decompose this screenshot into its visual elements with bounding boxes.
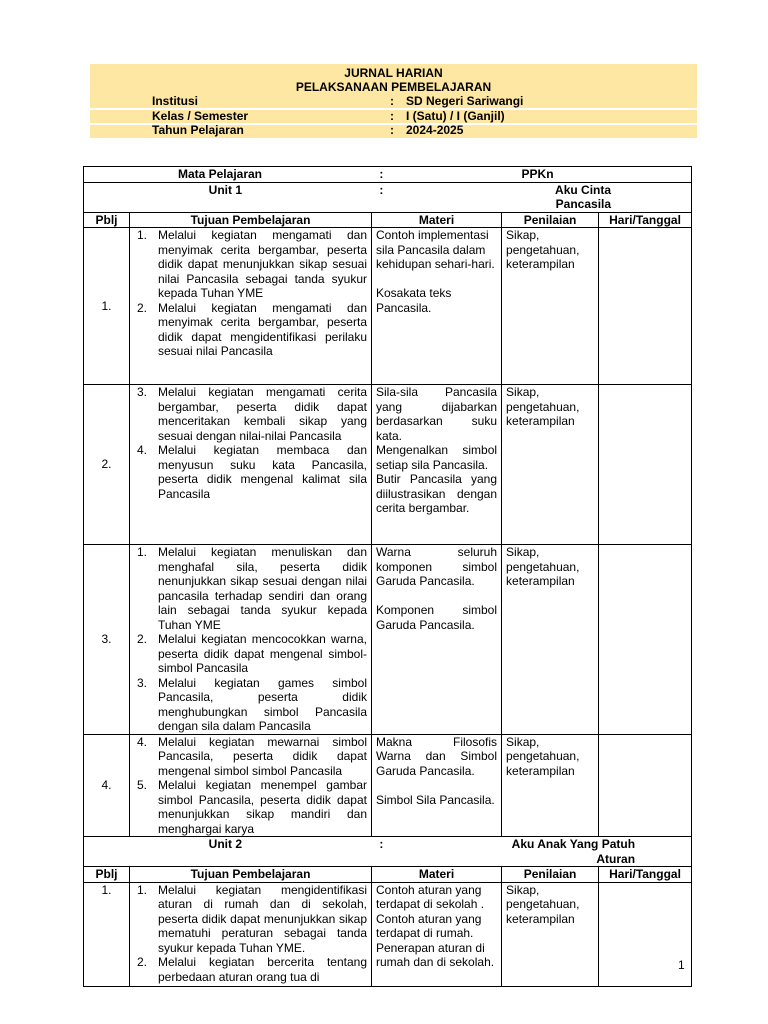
tahun-label: Tahun Pelajaran [152, 123, 244, 137]
materi-line: Contoh aturan yang terdapat di rumah. [376, 911, 482, 940]
item-number: 4. [137, 443, 148, 457]
tujuan-item [134, 443, 367, 501]
pblj-number: 4. [84, 734, 130, 837]
journal-table [83, 166, 692, 987]
item-text: Melalui kegiatan mengamati dan menyimak cerita bergambar, peserta didik dapat menunjukkan sikap sesuai nilai Pancasila sebagai tanda syukur kepada Tuhan YME [158, 228, 367, 300]
col-hari: Hari/Tanggal [599, 867, 692, 883]
penilaian-cell: Sikap, pengetahuan, keterampilan [502, 228, 599, 385]
item-text: Melalui kegiatan menuliskan dan menghafal sila, peserta didik nenunjukkan sikap sesuai dengan nilai pancasila terhadap sendiri dan orang lain sebagai tanda syukur kepada Tuhan YME [158, 545, 367, 632]
pblj-number: 3. [84, 545, 130, 735]
materi-line [376, 272, 497, 287]
materi-line: Butir Pancasila yang diilustrasikan dengan cerita bergambar. [376, 472, 498, 515]
col-materi: Materi [372, 867, 502, 883]
materi-cell [372, 385, 502, 545]
tujuan-cell [130, 228, 372, 385]
unit-row [84, 182, 692, 212]
materi-line: Contoh implementasi sila Pancasila dalam kehidupan sehari-hari. [376, 228, 495, 271]
tujuan-cell [130, 882, 372, 986]
journal-title: JURNAL HARIAN [344, 66, 443, 80]
pblj-number: 2. [84, 385, 130, 545]
pblj-number: 1. [84, 228, 130, 385]
tujuan-item [134, 883, 367, 956]
document-header [90, 64, 697, 138]
tujuan-cell [130, 545, 372, 735]
institusi-value: SD Negeri Sariwangi [406, 94, 524, 108]
materi-cell [372, 882, 502, 986]
col-pblj: Pblj [84, 867, 130, 883]
materi-line: Mengenalkan simbol setiap sila Pancasila. [376, 443, 498, 472]
item-text: Melalui kegiatan mengamati dan menyimak cerita bergambar, peserta didik dapat mengidentifikasi perilaku sesuai nilai Pancasila [158, 300, 367, 358]
kelas-label: Kelas / Semester [152, 109, 249, 123]
subject-label: Mata Pelajaran [177, 167, 262, 181]
materi-cell [372, 228, 502, 385]
materi-line: Komponen simbol Garuda Pancasila. [376, 603, 498, 632]
item-number: 3. [137, 385, 148, 399]
materi-line: Makna Filosofis Warna dan Simbol Garuda Pancasila. [376, 734, 498, 778]
item-text: Melalui kegiatan mencocokkan warna, peserta didik dapat mengenal simbol-simbol Pancasila [158, 632, 367, 675]
unit-colon: : [379, 837, 384, 851]
materi-line: Penerapan aturan di rumah dan di sekolah. [376, 940, 495, 969]
hari-cell [599, 385, 692, 545]
hari-cell [599, 734, 692, 837]
unit-label: Unit 1 [208, 182, 242, 197]
tujuan-item [134, 545, 367, 632]
materi-line: Simbol Sila Pancasila. [376, 792, 495, 807]
tujuan-item [134, 676, 367, 734]
tujuan-item [134, 301, 367, 359]
col-tujuan: Tujuan Pembelajaran [130, 212, 372, 228]
unit-title: Aku Cinta Pancasila [502, 182, 692, 212]
table-row [84, 545, 692, 735]
item-text: Melalui kegiatan menempel gambar simbol Pancasila, peserta didik dapat menunjukkan sikap mandiri dan menghargai karya [158, 778, 367, 836]
table-row [84, 734, 692, 837]
table-row [84, 228, 692, 385]
tahun-value: 2024-2025 [406, 123, 464, 137]
penilaian-cell: Sikap, pengetahuan, keterampilan [502, 545, 599, 735]
journal-subtitle: PELAKSANAAN PEMBELAJARAN [295, 80, 492, 94]
materi-cell [372, 734, 502, 837]
unit-title: Aku Anak Yang Patuh Aturan [502, 837, 692, 867]
hari-cell [599, 545, 692, 735]
tujuan-item [134, 228, 367, 301]
table-row [84, 882, 692, 986]
item-number: 2. [137, 955, 148, 969]
item-text: Melalui kegiatan games simbol Pancasila, peserta didik menghubungkan simbol Pancasila dengan sila dalam Pancasila [158, 675, 367, 733]
unit-label: Unit 2 [208, 837, 242, 851]
unit-colon: : [379, 182, 384, 197]
col-penilaian: Penilaian [502, 212, 599, 228]
kelas-value: I (Satu) / I (Ganjil) [406, 109, 505, 123]
tujuan-item [134, 778, 367, 836]
materi-line: Contoh aturan yang terdapat di sekolah . [376, 882, 485, 911]
subject-value: PPKn [502, 167, 692, 183]
tujuan-cell [130, 734, 372, 837]
materi-line [376, 778, 497, 793]
tujuan-item [134, 385, 367, 443]
materi-line [376, 589, 497, 604]
penilaian-cell: Sikap, pengetahuan, keterampilan [502, 734, 599, 837]
item-number: 2. [137, 632, 148, 646]
materi-line: Warna seluruh komponen simbol Garuda Pancasila. [376, 545, 498, 588]
institusi-label: Institusi [152, 94, 199, 108]
col-pblj: Pblj [84, 212, 130, 228]
item-number: 1. [137, 545, 148, 559]
item-text: Melalui kegiatan mengamati cerita bergambar, peserta didik dapat menceritakan kembali sikap yang sesuai dengan nilai-nilai Pancasila [158, 385, 367, 443]
hari-cell [599, 228, 692, 385]
item-number: 2. [137, 300, 148, 315]
item-number: 1. [137, 228, 148, 242]
item-text: Melalui kegiatan mengidentifikasi aturan di rumah dan di sekolah, peserta didik dapat menunjukkan sikap mematuhi peraturan sebagai tanda syukur kepada Tuhan YME. [158, 882, 367, 955]
kelas-colon: : [390, 109, 394, 123]
item-number: 1. [137, 882, 148, 897]
penilaian-cell: Sikap, pengetahuan, keterampilan [502, 882, 599, 986]
subject-row [84, 167, 692, 183]
unit-row [84, 837, 692, 867]
column-header-row [84, 867, 692, 883]
item-text: Melalui kegiatan bercerita tentang perbedaan aturan orang tua di [158, 955, 367, 984]
column-header-row [84, 212, 692, 228]
col-tujuan: Tujuan Pembelajaran [130, 867, 372, 883]
item-text: Melalui kegiatan membaca dan menyusun suku kata Pancasila, peserta didik mengenal kalimat sila Pancasila [158, 443, 367, 501]
tujuan-cell [130, 385, 372, 545]
page-number: 1 [678, 958, 685, 972]
item-number: 5. [137, 778, 148, 792]
subject-colon: : [379, 167, 384, 181]
pblj-number: 1. [84, 882, 130, 986]
materi-cell [372, 545, 502, 735]
tujuan-item [134, 955, 367, 984]
col-hari: Hari/Tanggal [599, 212, 692, 228]
item-number: 3. [137, 675, 148, 690]
institusi-colon: : [390, 94, 394, 108]
col-materi: Materi [372, 212, 502, 228]
item-number: 4. [137, 734, 148, 749]
materi-line: Kosakata teks Pancasila. [376, 286, 452, 315]
tahun-colon: : [390, 123, 394, 137]
table-row [84, 385, 692, 545]
materi-line: Sila-sila Pancasila yang dijabarkan berdasarkan suku kata. [376, 385, 498, 443]
col-penilaian: Penilaian [502, 867, 599, 883]
penilaian-cell: Sikap, pengetahuan, keterampilan [502, 385, 599, 545]
tujuan-item [134, 632, 367, 676]
tujuan-item [134, 735, 367, 779]
item-text: Melalui kegiatan mewarnai simbol Pancasila, peserta didik dapat mengenal simbol simbol Pancasila [158, 734, 367, 778]
